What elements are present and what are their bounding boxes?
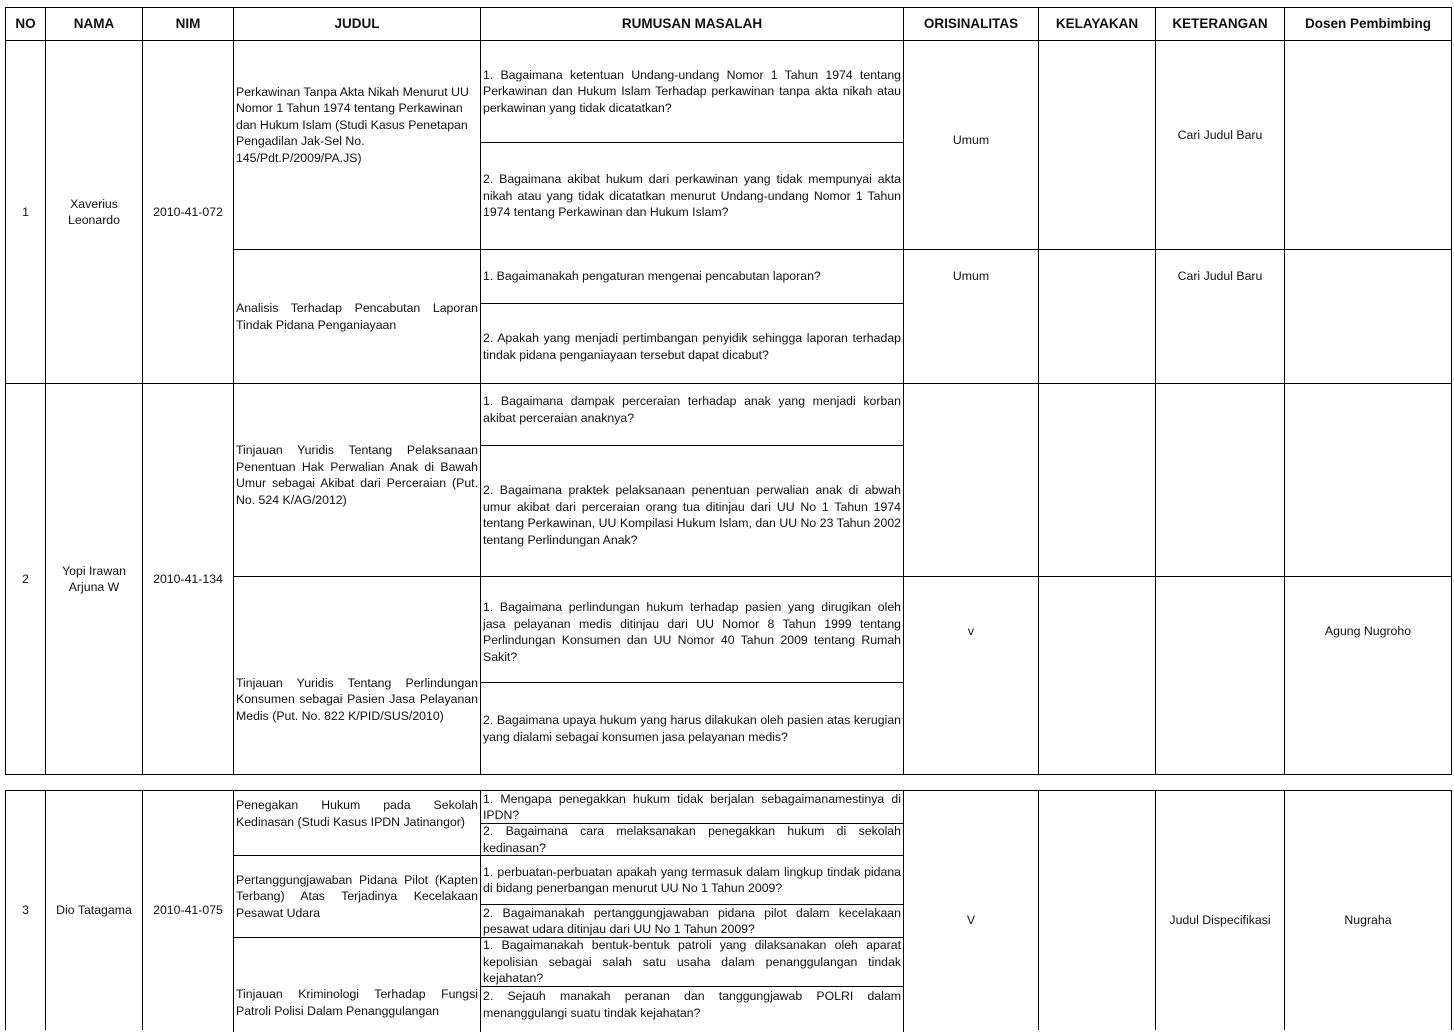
row3-rumusan-2-1: 1. perbuatan-perbuatan apakah yang termasuk dalam lingkup tindak pidana di bidang penerbangan menurut UU No 1 Tahun 2009? <box>480 855 904 905</box>
row2-kelayakan-2 <box>1038 576 1156 775</box>
row3-judul-2: Pertanggungjawaban Pidana Pilot (Kapten Terbang) Atas Terjadinya Kecelakaan Pesawat Udara <box>233 855 481 938</box>
row2-rumusan-1-1: 1. Bagaimana dampak perceraian terhadap anak yang menjadi korban akibat perceraian anaknya? <box>480 383 904 446</box>
row1-kelayakan-2 <box>1038 249 1156 384</box>
row2-rumusan-2-1: 1. Bagaimana perlindungan hukum terhadap pasien yang dirugikan oleh jasa pelayanan medis ditinjau dari UU Nomor 8 Tahun 1999 tentang Perlindungan Konsumen dan UU Nomor 40 Tahun 2009 tentang Rumah Sakit? <box>480 576 904 683</box>
row1-dosen-2 <box>1284 249 1452 384</box>
row2-judul-1: Tinjauan Yuridis Tentang Pelaksanaan Penentuan Hak Perwalian Anak di Bawah Umur sebagai Akibat dari Perceraian (Put. No. 524 K/AG/2012) <box>233 383 481 577</box>
row2-keterangan-1 <box>1155 383 1285 577</box>
row3-rumusan-3-1: 1. Bagaimanakah bentuk-bentuk patroli yang dilaksanakan oleh aparat kepolisian sebagai salah satu usaha dalam penanggulangan tindak kejahatan? <box>480 937 904 987</box>
row1-rumusan-1-2: 2. Bagaimana akibat hukum dari perkawinan yang tidak mempunyai akta nikah atau yang tidak dicatatkan menurut Undang-undang Nomor 1 Tahun 1974 tentang Perkawinan dan Hukum Islam? <box>480 142 904 250</box>
row3-no: 3 <box>5 790 46 1030</box>
row1-judul-1: Perkawinan Tanpa Akta Nikah Menurut UU Nomor 1 Tahun 1974 tentang Perkawinan dan Hukum Islam (Studi Kasus Penetapan Pengadilan Jak-Sel No. 145/Pdt.P/2009/PA.JS) <box>233 40 481 250</box>
row1-dosen-1 <box>1284 40 1452 250</box>
row1-judul-2: Analisis Terhadap Pencabutan Laporan Tindak Pidana Penganiayaan <box>233 249 481 384</box>
header-orisinalitas: ORISINALITAS <box>903 7 1039 41</box>
row2-dosen-2: Agung Nugroho <box>1284 576 1452 775</box>
row1-nim: 2010-41-072 <box>142 40 234 384</box>
row2-rumusan-2-2: 2. Bagaimana upaya hukum yang harus dilakukan oleh pasien atas kerugian yang dialami sebagai konsumen jasa pelayanan medis? <box>480 682 904 775</box>
header-judul: JUDUL <box>233 7 481 41</box>
row1-rumusan-1-1: 1. Bagaimana ketentuan Undang-undang Nomor 1 Tahun 1974 tentang Perkawinan dan Hukum Islam Terhadap perkawinan tanpa akta nikah atau perkawinan yang tidak dicatatkan? <box>480 40 904 143</box>
header-nama: NAMA <box>45 7 143 41</box>
row3-rumusan-2-2: 2. Bagaimanakah pertanggungjawaban pidana pilot dalam kecelakaan pesawat udara ditinjau dari UU No 1 Tahun 2009? <box>480 904 904 938</box>
row3-rumusan-3-2: 2. Sejauh manakah peranan dan tanggungjawab POLRI dalam menanggulangi suatu tindak kejahatan? <box>480 986 904 1032</box>
header-kelayakan: KELAYAKAN <box>1038 7 1156 41</box>
row3-judul-1: Penegakan Hukum pada Sekolah Kedinasan (Studi Kasus IPDN Jatinangor) <box>233 790 481 856</box>
row1-kelayakan-1 <box>1038 40 1156 250</box>
row3-rumusan-1-2: 2. Bagaimana cara melaksanakan penegakkan hukum di sekolah kedinasan? <box>480 823 904 856</box>
row2-no: 2 <box>5 383 46 775</box>
header-nim: NIM <box>142 7 234 41</box>
row1-nama: Xaverius Leonardo <box>45 40 143 384</box>
row1-no: 1 <box>5 40 46 384</box>
header-keterangan: KETERANGAN <box>1155 7 1285 41</box>
row3-judul-3: Tinjauan Kriminologi Terhadap Fungsi Patroli Polisi Dalam Penanggulangan <box>233 937 481 1032</box>
row1-keterangan-1: Cari Judul Baru <box>1155 40 1285 250</box>
row3-nim: 2010-41-075 <box>142 790 234 1030</box>
row1-rumusan-2-1: 1. Bagaimanakah pengaturan mengenai pencabutan laporan? <box>480 249 904 304</box>
row2-nim: 2010-41-134 <box>142 383 234 775</box>
row1-orisinalitas-2: Umum <box>903 249 1039 384</box>
row1-rumusan-2-2: 2. Apakah yang menjadi pertimbangan penyidik sehingga laporan terhadap tindak pidana penganiayaan tersebut dapat dicabut? <box>480 303 904 384</box>
row3-orisinalitas: V <box>903 790 1039 1030</box>
row2-judul-2: Tinjauan Yuridis Tentang Perlindungan Konsumen sebagai Pasien Jasa Pelayanan Medis (Put. No. 822 K/PID/SUS/2010) <box>233 576 481 775</box>
header-rumusan-masalah: RUMUSAN MASALAH <box>480 7 904 41</box>
row2-kelayakan-1 <box>1038 383 1156 577</box>
header-dosen-pembimbing: Dosen Pembimbing <box>1284 7 1452 41</box>
row3-dosen: Nugraha <box>1284 790 1452 1030</box>
row2-orisinalitas-2: v <box>903 576 1039 775</box>
row2-nama: Yopi Irawan Arjuna W <box>45 383 143 775</box>
row3-rumusan-1-1: 1. Mengapa penegakkan hukum tidak berjalan sebagaimanamestinya di IPDN? <box>480 790 904 824</box>
row1-orisinalitas-1: Umum <box>903 40 1039 250</box>
row2-dosen-1 <box>1284 383 1452 577</box>
row2-rumusan-1-2: 2. Bagaimana praktek pelaksanaan penentuan perwalian anak di abwah umur akibat dari perceraian orang tua ditinjau dari UU No 1 Tahun 1974 tentang Perkawinan, UU Kompilasi Hukum Islam, dan UU No 23 Tahun 2002 tentang Perlindungan Anak? <box>480 445 904 577</box>
row2-orisinalitas-1 <box>903 383 1039 577</box>
row2-keterangan-2 <box>1155 576 1285 775</box>
row3-kelayakan <box>1038 790 1156 1030</box>
header-no: NO <box>5 7 46 41</box>
row3-keterangan: Judul Dispecifikasi <box>1155 790 1285 1030</box>
row1-keterangan-2: Cari Judul Baru <box>1155 249 1285 384</box>
row3-nama: Dio Tatagama <box>45 790 143 1030</box>
